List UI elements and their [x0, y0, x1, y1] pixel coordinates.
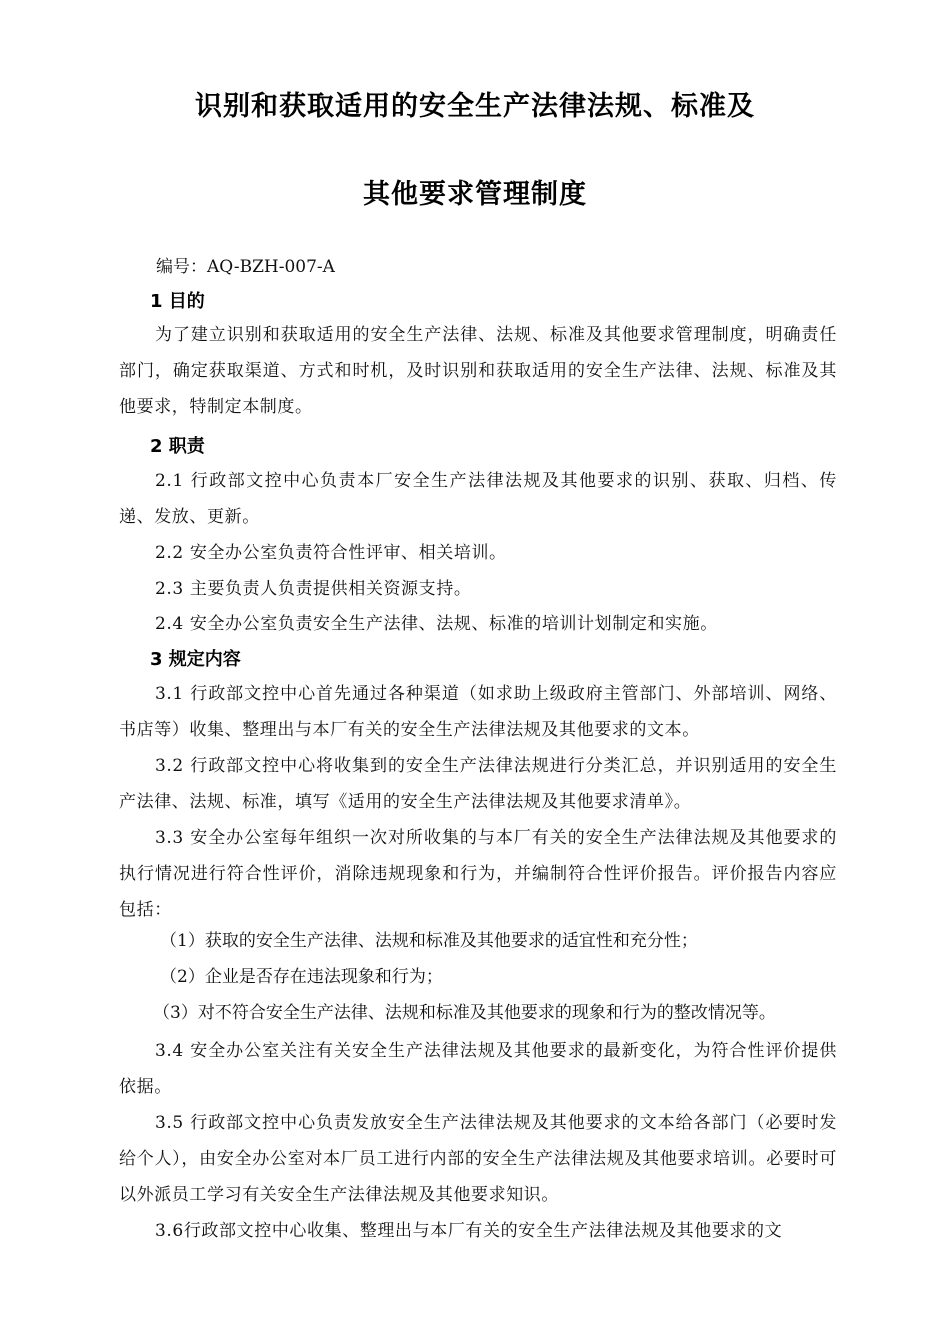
content-sub-item-1: （1）获取的安全生产法律、法规和标准及其他要求的适宜性和充分性；: [160, 931, 698, 951]
duty-item-2-1: 2.1 行政部文控中心负责本厂安全生产法律法规及其他要求的识别、获取、归档、传递、发放、更新。: [119, 471, 837, 528]
content-item-3-1: 3.1 行政部文控中心首先通过各种渠道（如求助上级政府主管部门、外部培训、网络、书店等）收集、整理出与本厂有关的安全生产法律法规及其他要求的文本。: [119, 684, 837, 741]
section-heading-duties: 2 职责: [150, 436, 205, 457]
document-code: 编号：AQ-BZH-007-A: [156, 257, 335, 277]
section-heading-purpose: 1 目的: [150, 291, 205, 312]
document-title-line-1: 识别和获取适用的安全生产法律法规、标准及: [195, 91, 755, 122]
content-item-3-3: 3.3 安全办公室每年组织一次对所收集的与本厂有关的安全生产法律法规及其他要求的执行情况进行符合性评价，消除违规现象和行为，并编制符合性评价报告。评价报告内容应包括：: [119, 828, 837, 921]
content-item-3-6: 3.6行政部文控中心收集、整理出与本厂有关的安全生产法律法规及其他要求的文: [155, 1221, 783, 1241]
duty-item-2-2: 2.2 安全办公室负责符合性评审、相关培训。: [155, 543, 507, 563]
duty-item-2-3: 2.3 主要负责人负责提供相关资源支持。: [155, 579, 472, 599]
section-heading-content: 3 规定内容: [150, 649, 241, 670]
duty-item-2-4: 2.4 安全办公室负责安全生产法律、法规、标准的培训计划制定和实施。: [155, 614, 718, 634]
content-item-3-2: 3.2 行政部文控中心将收集到的安全生产法律法规进行分类汇总，并识别适用的安全生产法律、法规、标准，填写《适用的安全生产法律法规及其他要求清单》。: [119, 756, 837, 813]
content-sub-item-2: （2）企业是否存在违法现象和行为；: [160, 967, 443, 987]
content-sub-item-3: （3）对不符合安全生产法律、法规和标准及其他要求的现象和行为的整改情况等。: [153, 1003, 776, 1023]
content-item-3-4: 3.4 安全办公室关注有关安全生产法律法规及其他要求的最新变化，为符合性评价提供依据。: [119, 1041, 837, 1098]
content-item-3-5: 3.5 行政部文控中心负责发放安全生产法律法规及其他要求的文本给各部门（必要时发给个人），由安全办公室对本厂员工进行内部的安全生产法律法规及其他要求培训。必要时可以外派员工学习有关安全生产法律法规及其他要求知识。: [119, 1113, 837, 1206]
purpose-paragraph: 为了建立识别和获取适用的安全生产法律、法规、标准及其他要求管理制度，明确责任部门，确定获取渠道、方式和时机，及时识别和获取适用的安全生产法律、法规、标准及其他要求，特制定本制度。: [119, 325, 837, 418]
document-title-line-2: 其他要求管理制度: [363, 179, 587, 210]
